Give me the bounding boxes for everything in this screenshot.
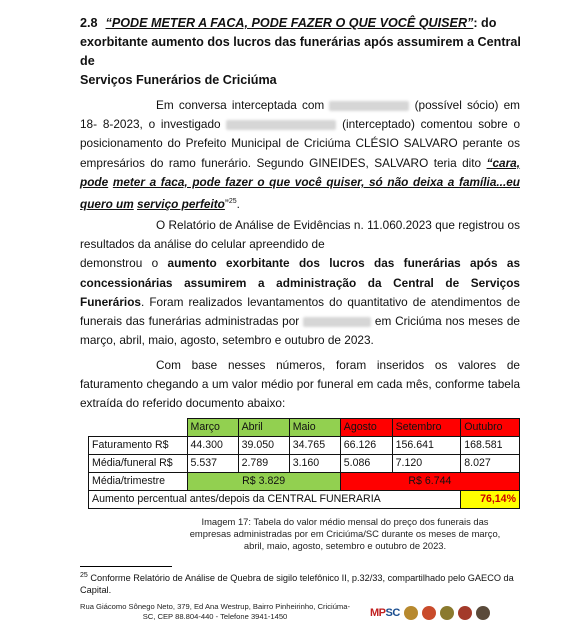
table-cell: 168.581 <box>461 437 520 455</box>
table-cell: 156.641 <box>392 437 461 455</box>
seal-icon <box>440 606 454 620</box>
para3-line3: referido documento abaixo: <box>142 396 286 411</box>
footnote-text: Conforme Relatório de Análise de Quebra de sigilo telefônico II, p.32/33, compartilhado pelo GAECO da Capital. <box>80 573 514 596</box>
table-row-quarter <box>89 473 520 491</box>
para2-line4a: concessionárias assumirem a administração da Central de Serviços Funerários <box>80 275 520 309</box>
footnote <box>80 570 520 596</box>
table-header-month: Maio <box>289 419 340 437</box>
row-label: Média/trimestre <box>89 473 188 491</box>
quote-salvaro-1: “cara, pode <box>80 155 521 189</box>
table-row <box>89 455 520 473</box>
table-header-month: Setembro <box>392 419 461 437</box>
row-label: Faturamento R$ <box>89 437 188 455</box>
para2-line3a: demonstrou o <box>80 256 159 271</box>
quarter-average-before: R$ 3.829 <box>187 473 340 491</box>
table-header-month: Março <box>187 419 238 437</box>
quarter-average-after: R$ 6.744 <box>340 473 519 491</box>
quote-salvaro-3: serviço perfeito <box>137 196 225 211</box>
table-row-increase <box>89 491 520 509</box>
section-number: 2.8 <box>80 16 98 30</box>
footer-logos <box>370 604 510 622</box>
table-cell: 5.086 <box>340 455 392 473</box>
table-cell: 39.050 <box>238 437 289 455</box>
table-cell: 3.160 <box>289 455 340 473</box>
para1-text-c: 8-2023, o investigado <box>102 117 221 132</box>
redacted-name <box>329 101 409 111</box>
mpsc-logo: MPSC <box>370 607 400 619</box>
footer-address: Rua Giácomo Sônego Neto, 379, Ed Ana Westrup, Bairro Pinheirinho, Criciúma-SC, CEP 88.804-440 - Telefone 3941-1450 <box>80 602 350 621</box>
quote-close-mark: ” <box>224 196 229 211</box>
paragraph-interception <box>80 96 520 214</box>
para3-line2: chegando a um valor médio por funeral em cada mês, conforme tabela extraída do <box>80 377 521 411</box>
section-heading-quote: “PODE METER A FACA, PODE FAZER O QUE VOCÊ QUISER” <box>105 16 474 30</box>
increase-label: Aumento percentual antes/depois da CENTRAL FUNERARIA <box>89 491 461 509</box>
para1-text-d: (interceptado) comentou sobre o <box>342 117 521 132</box>
figure-caption: Imagem 17: Tabela do valor médio mensal do preço dos funerais das empresas administradas por em Criciúma/SC durante os meses de março, abril, maio, agosto, setembro e outubro de 2023. <box>189 516 501 551</box>
redacted-name <box>303 317 371 327</box>
footnote-divider <box>80 566 172 567</box>
footnote-ref: 25 <box>228 198 237 206</box>
table-corner <box>89 419 188 437</box>
para2-line2: resultados da análise do celular apreendido de <box>80 237 325 252</box>
para1-text-e: posicionamento do Prefeito Municipal de Criciúma CLÉSIO SALVARO perante os <box>80 136 520 151</box>
seal-icon <box>458 606 472 620</box>
para2-line6a: funerárias administradas por <box>148 314 300 329</box>
section-heading-rest: : do <box>473 16 497 30</box>
table-row <box>89 437 520 455</box>
para3-line1: Com base nesses números, foram inseridos os valores de faturamento <box>80 358 520 392</box>
quote-salvaro-2: meter a faca, pode fazer o que você quiser, só não deixa a família...eu quero um <box>80 174 520 211</box>
table-cell: 34.765 <box>289 437 340 455</box>
increase-percentage: 76,14% <box>461 491 520 509</box>
row-label: Média/funeral R$ <box>89 455 188 473</box>
table-cell: 44.300 <box>187 437 238 455</box>
para2-line3b: aumento exorbitante dos lucros das funerárias após as <box>167 256 521 271</box>
seal-icon <box>476 606 490 620</box>
seal-icon <box>404 606 418 620</box>
para2-line6b: em Criciúma nos meses de março, abril, <box>80 314 520 348</box>
section-heading-line2: exorbitante aumento dos lucros das funerárias após assumirem a Central de <box>80 35 521 68</box>
seal-icon <box>422 606 436 620</box>
para2-line7: maio, agosto, setembro e outubro de 2023. <box>148 333 374 348</box>
para1-end: . <box>236 196 240 211</box>
table-cell: 5.537 <box>187 455 238 473</box>
section-heading <box>80 14 530 90</box>
para1-text-a: Em conversa interceptada com <box>156 98 325 112</box>
funeral-revenue-table <box>88 418 520 509</box>
table-header-month: Agosto <box>340 419 392 437</box>
redacted-name <box>226 120 336 130</box>
paragraph-values <box>80 356 520 414</box>
table-cell: 66.126 <box>340 437 392 455</box>
para2-line4b: . <box>140 294 145 309</box>
table-header-month: Abril <box>238 419 289 437</box>
table-cell: 8.027 <box>461 455 520 473</box>
table-cell: 7.120 <box>392 455 461 473</box>
redacted-name <box>328 240 448 250</box>
para1-text-f: empresários do ramo funerário. Segundo GINEIDES, SALVARO teria dito <box>80 155 482 170</box>
para2-line1: O Relatório de Análise de Evidências n. 11.060.2023 que registrou os <box>156 218 520 232</box>
paragraph-report <box>80 216 520 350</box>
para1-text-b: (possível sócio) em 18- <box>80 98 520 132</box>
footnote-number: 25 <box>80 572 88 579</box>
table-header-row <box>89 419 520 437</box>
para2-line5: Foram realizados levantamentos do quantitativo de atendimentos de funerais das <box>80 294 521 329</box>
table-cell: 2.789 <box>238 455 289 473</box>
section-heading-line3: Serviços Funerários de Criciúma <box>80 73 277 87</box>
table-header-month: Outubro <box>461 419 520 437</box>
